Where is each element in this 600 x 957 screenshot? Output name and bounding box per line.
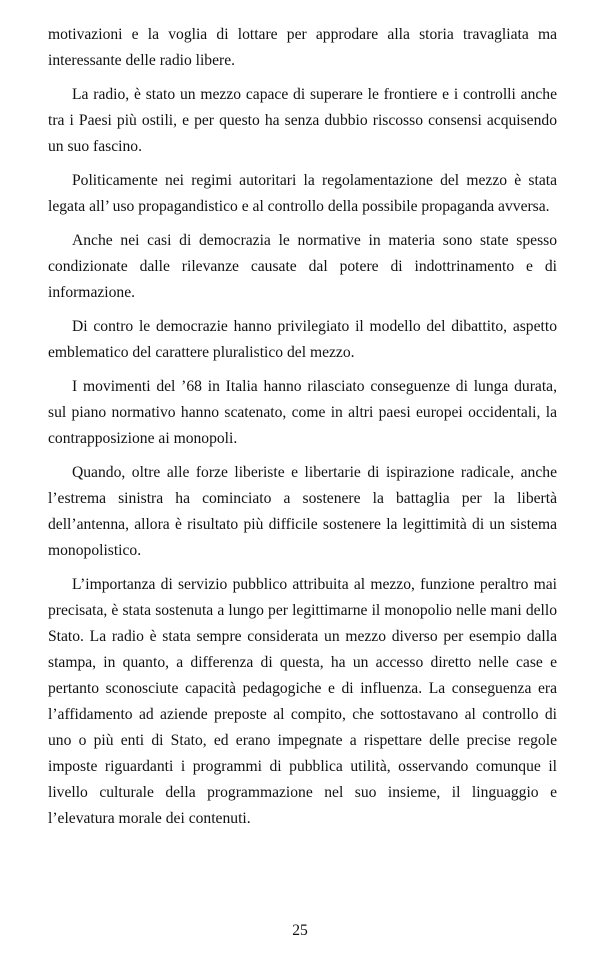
paragraph-authoritarian-regimes: Politicamente nei regimi autoritari la regolamentazione del mezzo è stata legata all’ uso propagandistico e al controllo della possibile propaganda avversa. xyxy=(48,172,557,215)
body-text xyxy=(48,22,557,832)
paragraph-movements-68: I movimenti del ’68 in Italia hanno rilasciato conseguenze di lunga durata, sul piano normativo hanno scatenato, come in altri paesi europei occidentali, la contrapposizione ai monopoli. xyxy=(48,378,557,447)
paragraph-democracy-norms: Anche nei casi di democrazia le normative in materia sono state spesso condizionate dalle rilevanze causate dal potere di indottrinamento e di informazione. xyxy=(48,232,557,301)
paragraph-public-service: L’importanza di servizio pubblico attribuita al mezzo, funzione peraltro mai precisata, è stata sostenuta a lungo per legittimarne il monopolio nelle mani dello Stato. La radio è stata sempre considerata un mezzo diverso per esempio dalla stampa, in quanto, a differenza di questa, ha un accesso diretto nelle case e pertanto sconosciute capacità pedagogiche e di influenza. La conseguenza era l’affidamento ad aziende preposte al compito, che sottostavano al controllo di uno o più enti di Stato, ed erano impegnate a rispettare delle precise regole imposte riguardanti i programmi di pubblica utilità, osservando comunque il livello culturale della programmazione nel suo insieme, il linguaggio e l’elevatura morale dei contenuti. xyxy=(48,576,557,827)
paragraph-debate-model: Di contro le democrazie hanno privilegiato il modello del dibattito, aspetto emblematico del carattere pluralistico del mezzo. xyxy=(48,318,557,361)
page-number: 25 xyxy=(292,922,308,939)
paragraph-continuation: motivazioni e la voglia di lottare per approdare alla storia travagliata ma interessante delle radio libere. xyxy=(48,26,557,69)
paragraph-radio-frontiers: La radio, è stato un mezzo capace di superare le frontiere e i controlli anche tra i Paesi più ostili, e per questo ha senza dubbio riscosso consensi acquisendo un suo fascino. xyxy=(48,86,557,155)
paragraph-antenna-freedom: Quando, oltre alle forze liberiste e libertarie di ispirazione radicale, anche l’estrema sinistra ha cominciato a sostenere la battaglia per la libertà dell’antenna, allora è risultato più difficile sostenere la legittimità di un sistema monopolistico. xyxy=(48,464,557,559)
